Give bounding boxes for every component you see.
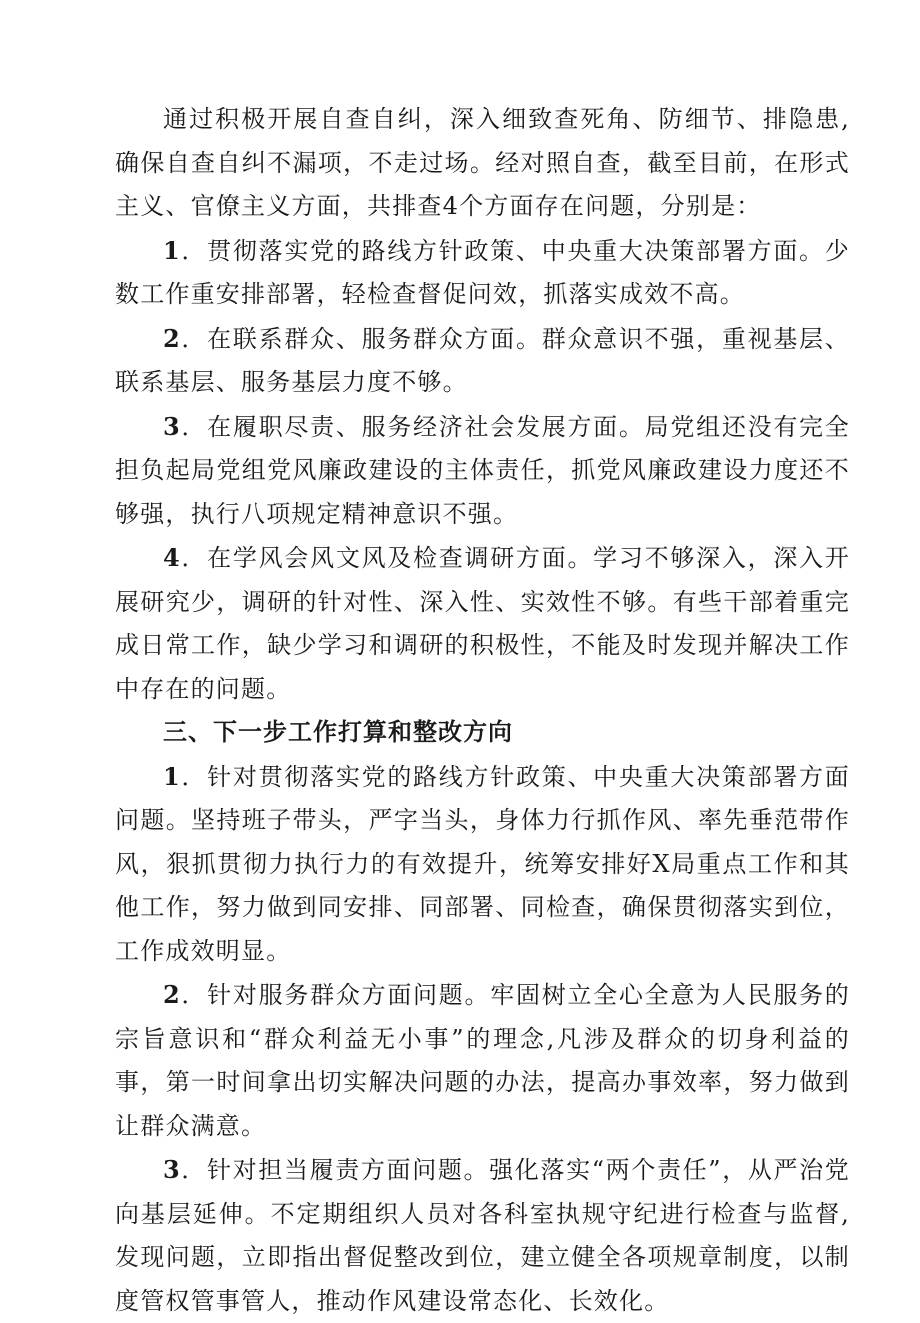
item-number: 4 xyxy=(163,543,181,572)
item-text: ．贯彻落实党的路线方针政策、中央重大决策部署方面。少数工作重安排部署，轻检查督促问效，抓落实成效不高。 xyxy=(115,236,850,308)
plan-item-1 xyxy=(115,755,850,974)
item-text: ．针对担当履责方面问题。强化落实“两个责任”，从严治党向基层延伸。不定期组织人员对各科室执规守纪进行检查与监督,发现问题，立即指出督促整改到位，建立健全各项规章制度，以制度管权管事管人，推动作风建设常态化、长效化。 xyxy=(115,1156,850,1315)
item-number: 1 xyxy=(163,235,181,265)
item-number: 2 xyxy=(163,323,181,353)
intro-paragraph: 通过积极开展自查自纠，深入细致查死角、防细节、排隐患,确保自查自纠不漏项，不走过场。经对照自查，截至目前，在形式主义、官僚主义方面，共排查4个方面存在问题，分别是： xyxy=(115,105,850,220)
item-text: ．针对贯彻落实党的路线方针政策、中央重大决策部署方面问题。坚持班子带头，严字当头，身体力行抓作风、率先垂范带作风，狠抓贯彻力执行力的有效提升，统筹安排好X局重点工作和其他工作，努力做到同安排、同部署、同检查，确保贯彻落实到位，工作成效明显。 xyxy=(115,762,850,965)
item-number: 3 xyxy=(163,411,181,441)
item-text: ．在履职尽责、服务经济社会发展方面。局党组还没有完全担负起局党组党风廉政建设的主体责任，抓党风廉政建设力度还不够强，执行八项规定精神意识不强。 xyxy=(115,412,850,528)
issue-item-1 xyxy=(115,229,850,317)
item-text: ．在联系群众、服务群众方面。群众意识不强，重视基层、联系基层、服务基层力度不够。 xyxy=(115,324,850,396)
item-text: ．在学风会风文风及检查调研方面。学习不够深入，深入开展研究少，调研的针对性、深入性、实效性不够。有些干部着重完成日常工作，缺少学习和调研的积极性，不能及时发现并解决工作中存在的问题。 xyxy=(115,544,850,703)
plan-item-2 xyxy=(115,973,850,1148)
item-number: 2 xyxy=(163,980,181,1009)
issue-item-3 xyxy=(115,405,850,537)
issue-item-2 xyxy=(115,317,850,405)
item-number: 1 xyxy=(163,761,181,791)
document-body xyxy=(115,98,850,1323)
item-number: 3 xyxy=(163,1155,181,1184)
issue-item-4 xyxy=(115,536,850,711)
item-text: ．针对服务群众方面问题。牢固树立全心全意为人民服务的宗旨意识和“群众利益无小事”的理念,凡涉及群众的切身利益的事，第一时间拿出切实解决问题的办法，提高办事效率，努力做到让群众满意。 xyxy=(115,981,850,1140)
section-heading: 三、下一步工作打算和整改方向 xyxy=(163,718,513,746)
plan-item-3 xyxy=(115,1148,850,1323)
